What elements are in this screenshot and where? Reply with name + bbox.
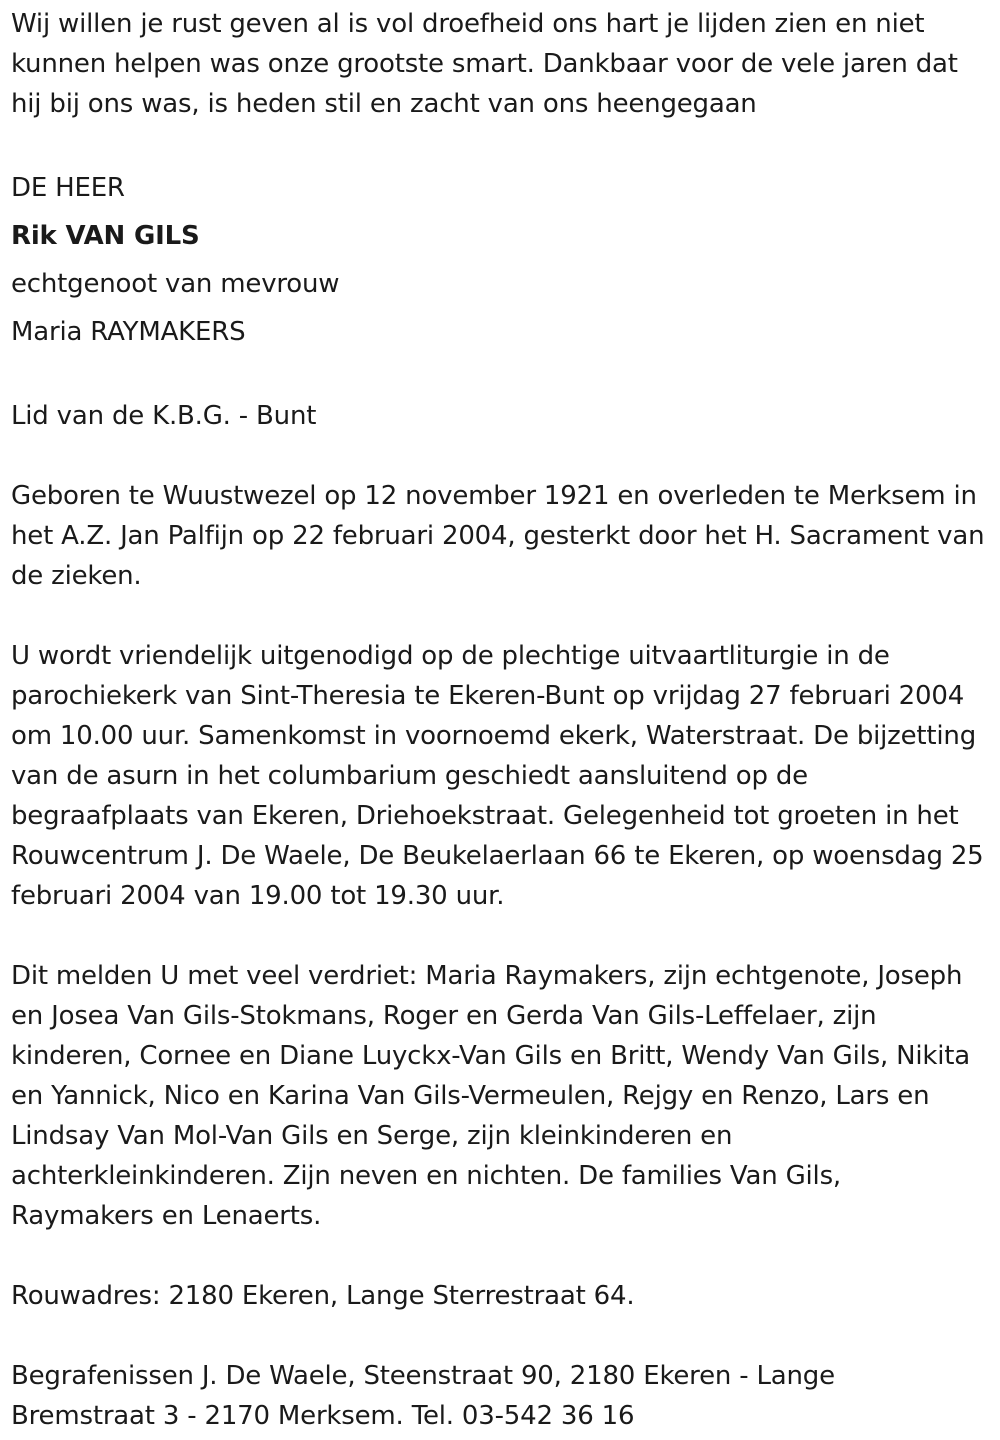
ceremony-text: U wordt vriendelijk uitgenodigd op de plechtige uitvaartliturgie in de parochiekerk van Sint-Theresia te Ekeren-Bunt op vrijdag 27 februari 2004 om 10.00 uur. Samenkomst in voornoemd ekerk, Waterstraat. De bijzetting van de asurn in het columbarium geschiedt aansluitend op de begraafplaats van Ekeren, Driehoekstraat. Gelegenheid tot groeten in het Rouwcentrum J. De Waele, De Beukelaerlaan 66 te Ekeren, op woensdag 25 februari 2004 van 19.00 tot 19.30 uur. xyxy=(11,641,984,911)
spacer xyxy=(11,1236,1000,1276)
spouse-name: Maria RAYMAKERS xyxy=(11,317,246,347)
funeral-home-text: Begrafenissen J. De Waele, Steenstraat 90, 2180 Ekeren - Lange Bremstraat 3 - 2170 Merksem. Tel. 03-542 36 16 xyxy=(11,1361,835,1431)
birth-death-text: Geboren te Wuustwezel op 12 november 1921 en overleden te Merksem in het A.Z. Jan Palfijn op 22 februari 2004, gesterkt door het H. Sacrament van de zieken. xyxy=(11,481,985,591)
deceased-block xyxy=(11,164,1000,356)
family-text: Dit melden U met veel verdriet: Maria Raymakers, zijn echtgenote, Joseph en Josea Van Gils-Stokmans, Roger en Gerda Van Gils-Leffelaer, zijn kinderen, Cornee en Diane Luyckx-Van Gils en Britt, Wendy Van Gils, Nikita en Yannick, Nico en Karina Van Gils-Vermeulen, Rejgy en Renzo, Lars en Lindsay Van Mol-Van Gils en Serge, zijn kleinkinderen en achterkleinkinderen. Zijn neven en nichten. De families Van Gils, Raymakers en Lenaerts. xyxy=(11,961,971,1231)
deceased-name: Rik VAN GILS xyxy=(11,221,200,251)
honorific-title: DE HEER xyxy=(11,173,125,203)
spacer xyxy=(11,596,1000,636)
intro-text: Wij willen je rust geven al is vol droefheid ons hart je lijden zien en niet kunnen helpen was onze grootste smart. Dankbaar voor de vele jaren dat hij bij ons was, is heden stil en zacht van ons heengegaan xyxy=(11,9,958,119)
spacer xyxy=(11,916,1000,956)
spouse-line: echtgenoot van mevrouw xyxy=(11,269,340,299)
spacer xyxy=(11,356,1000,396)
spacer xyxy=(11,1316,1000,1356)
membership-text: Lid van de K.B.G. - Bunt xyxy=(11,401,317,431)
spacer xyxy=(11,124,1000,164)
mourning-address: Rouwadres: 2180 Ekeren, Lange Sterrestraat 64. xyxy=(11,1281,635,1311)
spacer xyxy=(11,436,1000,476)
